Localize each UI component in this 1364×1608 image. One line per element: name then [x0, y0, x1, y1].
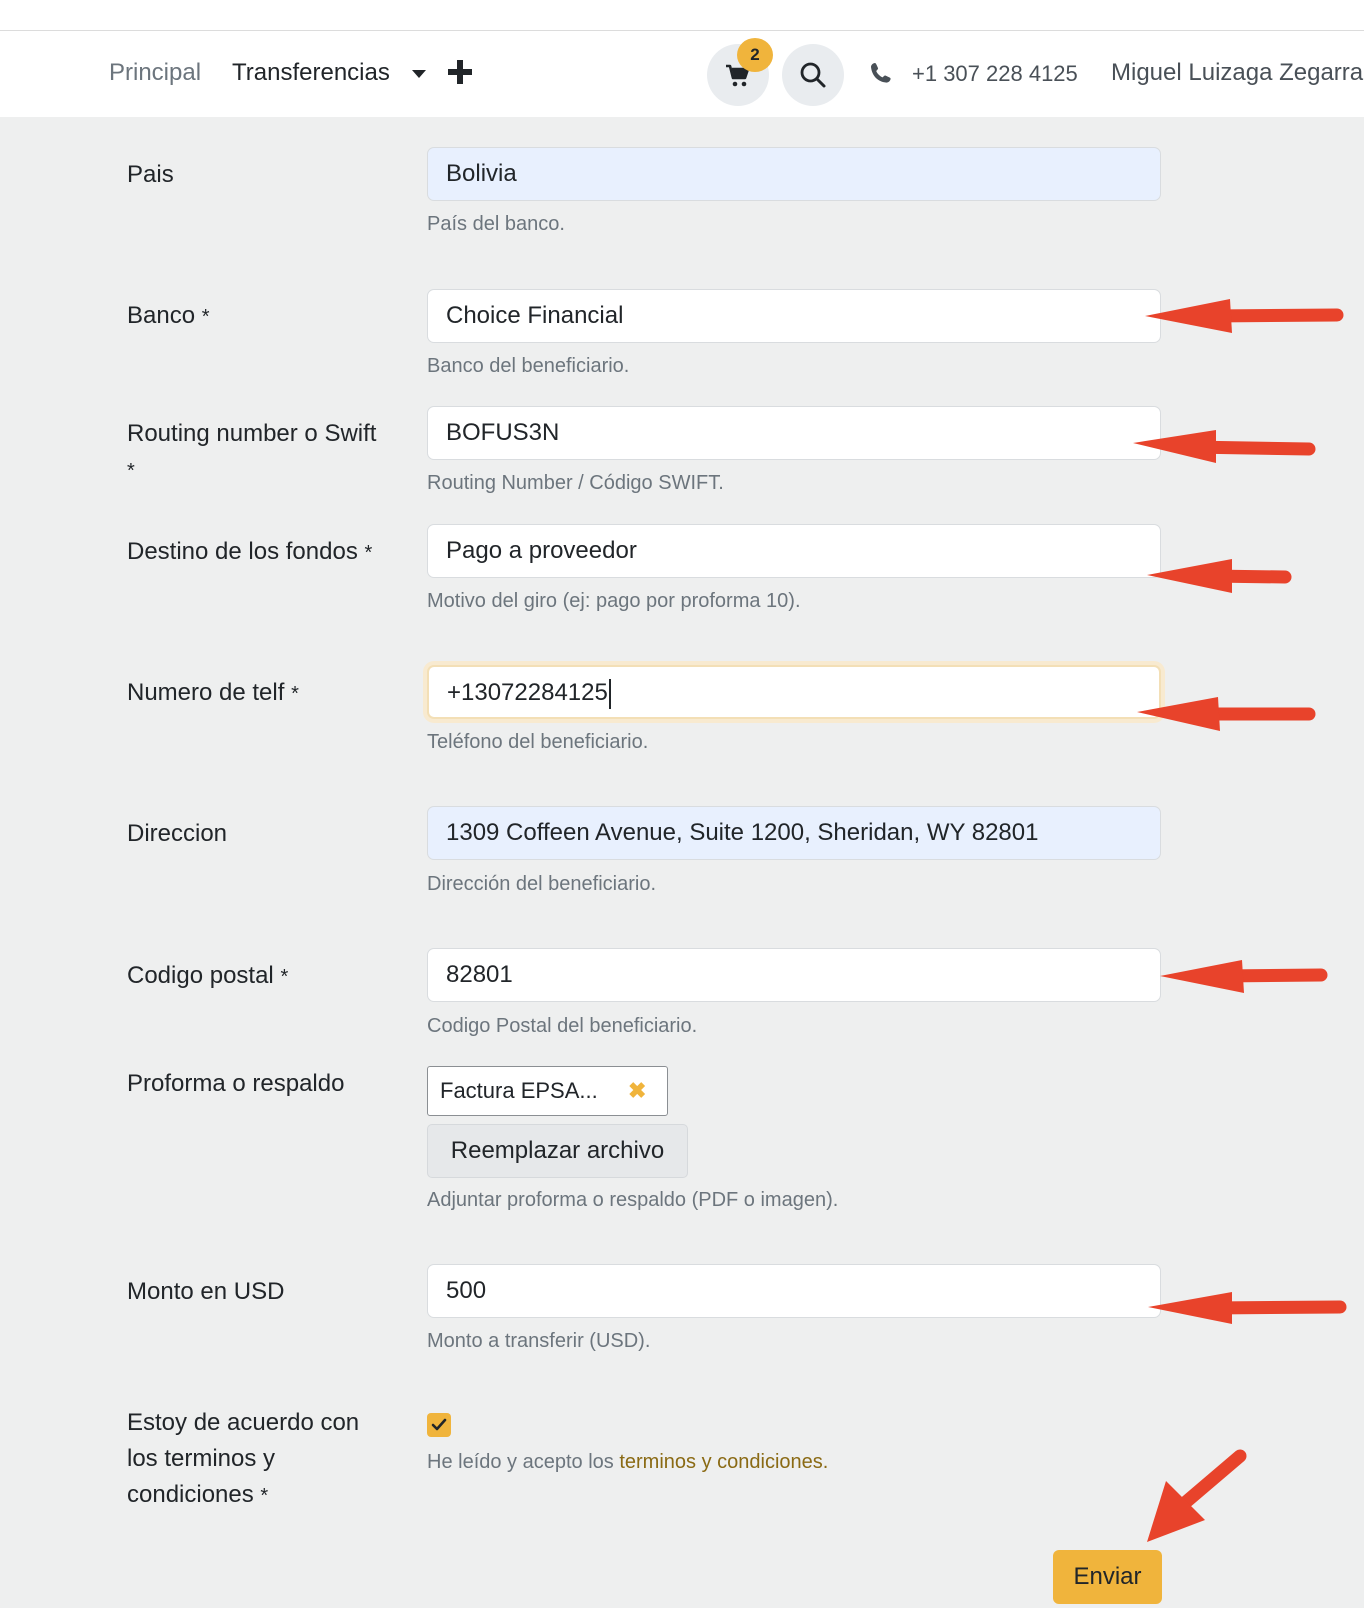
direccion-label: [127, 816, 387, 852]
telefono-field[interactable]: [427, 665, 1161, 719]
terminos-help: [427, 1448, 828, 1476]
caret-down-icon[interactable]: [412, 70, 426, 78]
submit-button[interactable]: Enviar: [1053, 1550, 1162, 1604]
destino-label-text: Destino de los fondos: [127, 538, 358, 565]
attached-file-chip: [427, 1066, 668, 1116]
proforma-help: Adjuntar proforma o respaldo (PDF o imagen).: [427, 1189, 839, 1211]
terminos-label-text: Estoy de acuerdo con los terminos y condiciones: [127, 1409, 360, 1508]
postal-field[interactable]: 82801: [427, 948, 1161, 1002]
monto-label-text: Monto en USD: [127, 1278, 285, 1305]
close-icon[interactable]: ✖: [628, 1078, 647, 1103]
banco-label-text: Banco: [127, 302, 196, 329]
routing-help: Routing Number / Código SWIFT.: [427, 472, 724, 494]
pais-label-text: Pais: [127, 161, 174, 188]
user-menu[interactable]: Miguel Luizaga Zegarra: [1111, 59, 1364, 86]
required-mark: *: [260, 1485, 269, 1507]
routing-label: [127, 416, 387, 489]
attached-file-name: Factura EPSA...: [440, 1078, 598, 1103]
routing-field[interactable]: BOFUS3N: [427, 406, 1161, 460]
proforma-label-text: Proforma o respaldo: [127, 1070, 345, 1097]
destino-help: Motivo del giro (ej: pago por proforma 10).: [427, 590, 801, 612]
monto-label: [127, 1274, 387, 1310]
banco-help: Banco del beneficiario.: [427, 355, 630, 377]
terms-checkbox[interactable]: [427, 1413, 451, 1437]
required-mark: *: [127, 460, 135, 482]
direccion-field[interactable]: 1309 Coffeen Avenue, Suite 1200, Sheridan, WY 82801: [427, 806, 1161, 860]
postal-label: [127, 958, 387, 995]
nav-principal[interactable]: Principal: [109, 59, 202, 86]
search-icon: [799, 61, 827, 89]
pais-label: [127, 157, 387, 193]
proforma-label: [127, 1066, 387, 1102]
telefono-label: [127, 675, 387, 712]
destino-label: [127, 534, 387, 571]
monto-help: Monto a transferir (USD).: [427, 1330, 651, 1352]
direccion-label-text: Direccion: [127, 820, 228, 847]
postal-label-text: Codigo postal: [127, 962, 274, 989]
required-mark: *: [201, 306, 210, 328]
terminos-label: [127, 1405, 387, 1514]
text-cursor: [609, 679, 611, 709]
pais-help: País del banco.: [427, 213, 565, 235]
routing-label-text: Routing number o Swift: [127, 420, 377, 447]
plus-icon[interactable]: [448, 60, 472, 84]
browser-top-strip: [0, 0, 1364, 31]
direccion-help: Dirección del beneficiario.: [427, 873, 657, 895]
cart-count-badge: 2: [737, 38, 773, 72]
support-phone[interactable]: +1 307 228 4125: [912, 61, 1078, 86]
destino-field[interactable]: Pago a proveedor: [427, 524, 1161, 578]
telefono-help: Teléfono del beneficiario.: [427, 731, 649, 753]
nav-transferencias[interactable]: Transferencias: [232, 59, 390, 86]
check-icon: [431, 1418, 447, 1432]
search-button[interactable]: [782, 44, 844, 106]
pais-field[interactable]: Bolivia: [427, 147, 1161, 201]
telefono-label-text: Numero de telf: [127, 679, 285, 706]
telefono-value: +13072284125: [447, 679, 608, 706]
phone-icon: [870, 62, 892, 84]
banco-field[interactable]: Choice Financial: [427, 289, 1161, 343]
terminos-help-text: He leído y acepto los: [427, 1451, 620, 1473]
required-mark: *: [291, 683, 299, 705]
banco-label: [127, 298, 387, 335]
replace-file-button[interactable]: Reemplazar archivo: [427, 1124, 688, 1178]
postal-help: Codigo Postal del beneficiario.: [427, 1015, 698, 1037]
required-mark: *: [280, 966, 289, 988]
required-mark: *: [364, 542, 373, 564]
terms-link[interactable]: terminos y condiciones.: [619, 1451, 829, 1473]
monto-field[interactable]: 500: [427, 1264, 1161, 1318]
